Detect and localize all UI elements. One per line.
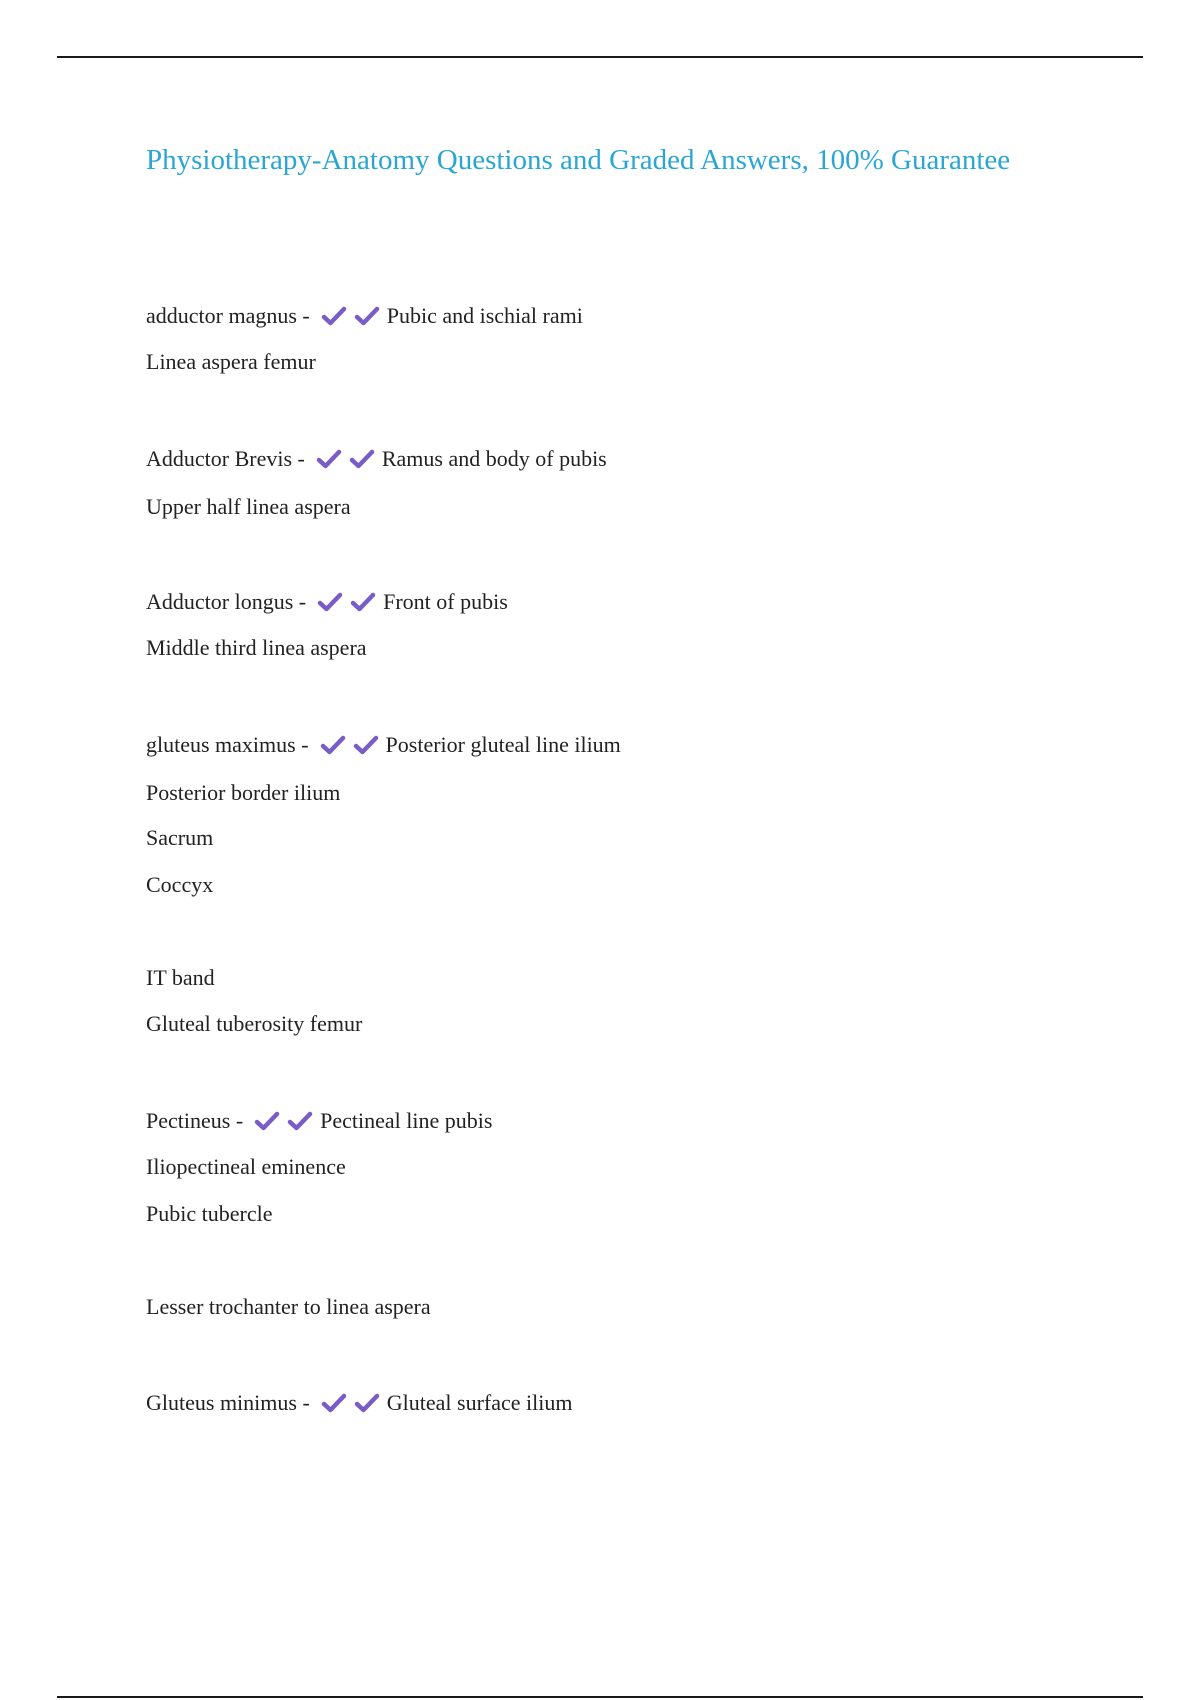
entry-heading bbox=[146, 1389, 573, 1417]
entry-heading bbox=[146, 445, 607, 473]
entry-answer: Pubic and ischial rami bbox=[386, 303, 583, 328]
check-icon bbox=[354, 1392, 380, 1414]
check-icon bbox=[321, 305, 347, 327]
entry-detail-line: Sacrum bbox=[146, 825, 214, 850]
entry-detail-line: Gluteal tuberosity femur bbox=[146, 1011, 363, 1036]
entry-answer: Front of pubis bbox=[383, 589, 508, 614]
entry-detail-line: Posterior border ilium bbox=[146, 780, 341, 805]
check-icon bbox=[317, 591, 343, 613]
check-icon bbox=[350, 591, 376, 613]
entry-detail-line: Upper half linea aspera bbox=[146, 494, 351, 519]
header-rule bbox=[57, 56, 1143, 58]
check-icon bbox=[353, 734, 379, 756]
entry-heading bbox=[146, 302, 583, 330]
footer-rule bbox=[57, 1696, 1143, 1698]
entry-detail-line: Middle third linea aspera bbox=[146, 635, 367, 660]
check-icon bbox=[316, 448, 342, 470]
entry-answer: Posterior gluteal line ilium bbox=[385, 732, 621, 757]
entry-answer: Gluteal surface ilium bbox=[386, 1390, 573, 1415]
entry-term: adductor magnus - bbox=[146, 303, 310, 328]
entry-detail-line: Pubic tubercle bbox=[146, 1201, 273, 1226]
check-icon bbox=[254, 1110, 280, 1132]
entry-term: Adductor longus - bbox=[146, 589, 307, 614]
check-icon bbox=[287, 1110, 313, 1132]
check-icon bbox=[354, 305, 380, 327]
check-icon bbox=[321, 1392, 347, 1414]
check-icon bbox=[349, 448, 375, 470]
entry-term: Adductor Brevis - bbox=[146, 446, 305, 471]
entry-answer: Pectineal line pubis bbox=[320, 1108, 493, 1133]
entry-detail-line: Lesser trochanter to linea aspera bbox=[146, 1294, 431, 1319]
entry-term: Gluteus minimus - bbox=[146, 1390, 310, 1415]
entry-detail-line: Iliopectineal eminence bbox=[146, 1154, 346, 1179]
entry-heading bbox=[146, 588, 508, 616]
entry-detail-line: Linea aspera femur bbox=[146, 349, 316, 374]
entry-heading bbox=[146, 731, 621, 759]
entry-detail-line: Coccyx bbox=[146, 872, 214, 897]
entry-answer: Ramus and body of pubis bbox=[381, 446, 607, 471]
check-icon bbox=[320, 734, 346, 756]
page-title: Physiotherapy-Anatomy Questions and Graded Answers, 100% Guarantee bbox=[146, 144, 1011, 176]
entry-term: Pectineus - bbox=[146, 1108, 244, 1133]
entry-term: gluteus maximus - bbox=[146, 732, 309, 757]
entry-heading bbox=[146, 1107, 492, 1135]
entry-detail-line: IT band bbox=[146, 965, 215, 990]
